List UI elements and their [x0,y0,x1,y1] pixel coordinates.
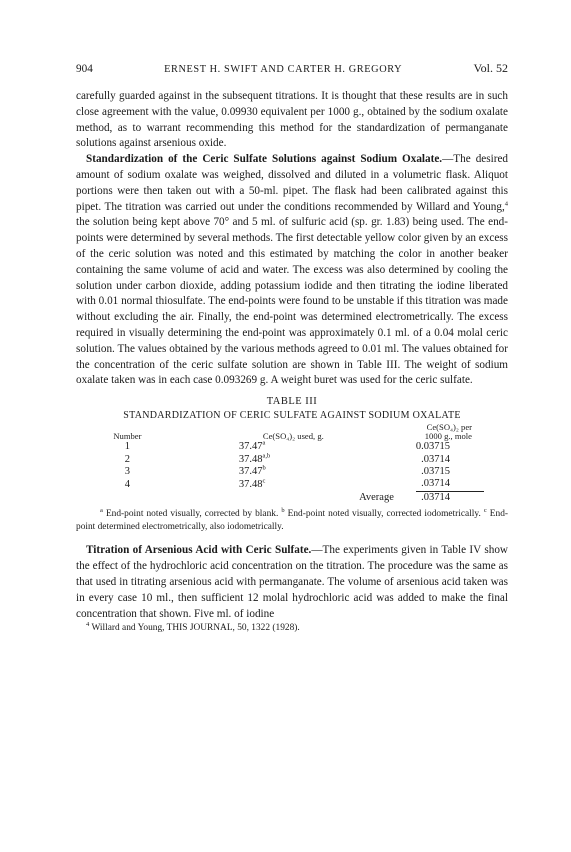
cell-number: 2 [124,453,131,465]
table-row [84,466,484,478]
footnote-text: Willard and Young, THIS JOURNAL, 50, 1322 (1928). [91,623,300,634]
cell-used: 37.47$^b$ [238,464,266,477]
table-title: TABLE III [266,396,318,408]
table-note: End-point determined electrometrically, also iodometrically. [76,509,509,532]
cell-number: 1 [124,441,131,453]
page-number: 904 [76,63,93,75]
table-row [84,478,484,491]
cell-concentration: .03715 [421,465,450,477]
section2-text: —The experiments given in Table IV show the effect of the hydrochloric acid concentration on the titration. The procedure was the same as that used in titrating arsenious acid with permanganate. The volume of arsenious acid taken was in every case 10 ml., then sufficient 12 molal hydrochloric acid was added to make the final concentration that shown. Five ml. of iodine [76,544,508,620]
note-mark: a [262,439,266,447]
column-header-concentration: Ce(SO₄)₂ per 1000 g., mole [424,422,472,442]
cell-number: 4 [124,478,131,490]
section-text-a: —The desired amount of sodium oxalate was weighed, dissolved and diluted in a volumetric flask. Aliquot portions were then taken out with a 50-ml. pipet. The flask had been calibrated against this pipet. The titration was carried out under the conditions recommended by Willard and Young, [76,153,508,213]
note-mark: c [262,477,266,485]
note-mark: a [100,507,103,515]
table-note: End-point noted visually, corrected iodometrically. [287,509,481,520]
running-header [76,61,508,79]
table-average-row [84,491,484,504]
column-header-number: Number [113,431,142,442]
footnote-ref-4[interactable]: 4 [504,199,508,207]
cell-concentration: .03714 [421,453,450,465]
cell-used: 37.48$^c$ [238,477,266,490]
cell-used: 37.47$^a$ [238,439,266,453]
average-value: .03714 [416,491,484,504]
footnote-4 [76,622,508,634]
paragraph-permanganate: carefully guarded against in the subsequent titrations. It is thought that these results are in such close agreement with the value, 0.09930 equivalent per 1000 g., obtained by the sodium oxalate method, as to warrant recommending this method for the standardization of permanganate solutions against arsenious oxide. [76,90,508,150]
average-label: Average [359,491,394,503]
cell-concentration: .03714 [421,478,450,490]
note-mark: b [281,507,285,515]
table-row [84,454,484,466]
running-authors: ERNEST H. SWIFT AND CARTER H. GREGORY [164,64,403,75]
volume-label: Vol. 52 [473,61,508,75]
footnote-mark: 4 [86,621,90,629]
table-row [84,441,484,453]
paragraph-arsenious-titration [76,543,508,622]
section-heading-standardization: Standardization of the Ceric Sulfate Solutions against Sodium Oxalate. [86,153,443,166]
paragraph-ceric-standardization [76,152,508,389]
cell-number: 3 [124,465,131,477]
note-mark: c [483,507,487,515]
table-notes [76,508,508,533]
note-mark: b [262,464,266,472]
section-heading-arsenious: Titration of Arsenious Acid with Ceric Sulfate. [86,544,312,557]
column-header-used: Ce(SO₄)₂ used, g. [262,431,324,442]
journal-page [76,61,508,634]
table-iii [84,421,484,504]
table-note: End-point noted visually, corrected by blank. [105,509,279,520]
cell-concentration: 0.03715 [415,441,450,453]
table-subtitle: STANDARDIZATION OF CERIC SULFATE AGAINST SODIUM OXALATE [123,410,461,422]
cell-used: 37.48$^{a,b}$ [238,452,271,465]
note-mark: a,b [262,452,271,460]
section-text-b: the solution being kept above 70° and 5 ml. of sulfuric acid (sp. gr. 1.83) being used. The end-points were determined by several methods. The first detectable yellow color given by an excess of the ceric solution was noted and this estimated by matching the color in another beaker containing the same volume of acid and water. The excess was also determined by cooling the solution under carbon dioxide, adding potassium iodide and then titrating the iodine liberated with 0.01 normal thiosulfate. The end-points were found to be unstable if this titration was made without excluding the air. Finally, the end-point was determined electrometrically. The excess required in visually determining the end-point was approximately 0.1 ml. of a 0.04 molal ceric solution. The values obtained by the various methods agreed to 0.01 ml. The values obtained for the concentration of the ceric sulfate solution are shown in Table III. The weight of sodium oxalate taken was in each case 0.093269 g. A weight buret was used for the ceric sulfate. [76,216,508,387]
